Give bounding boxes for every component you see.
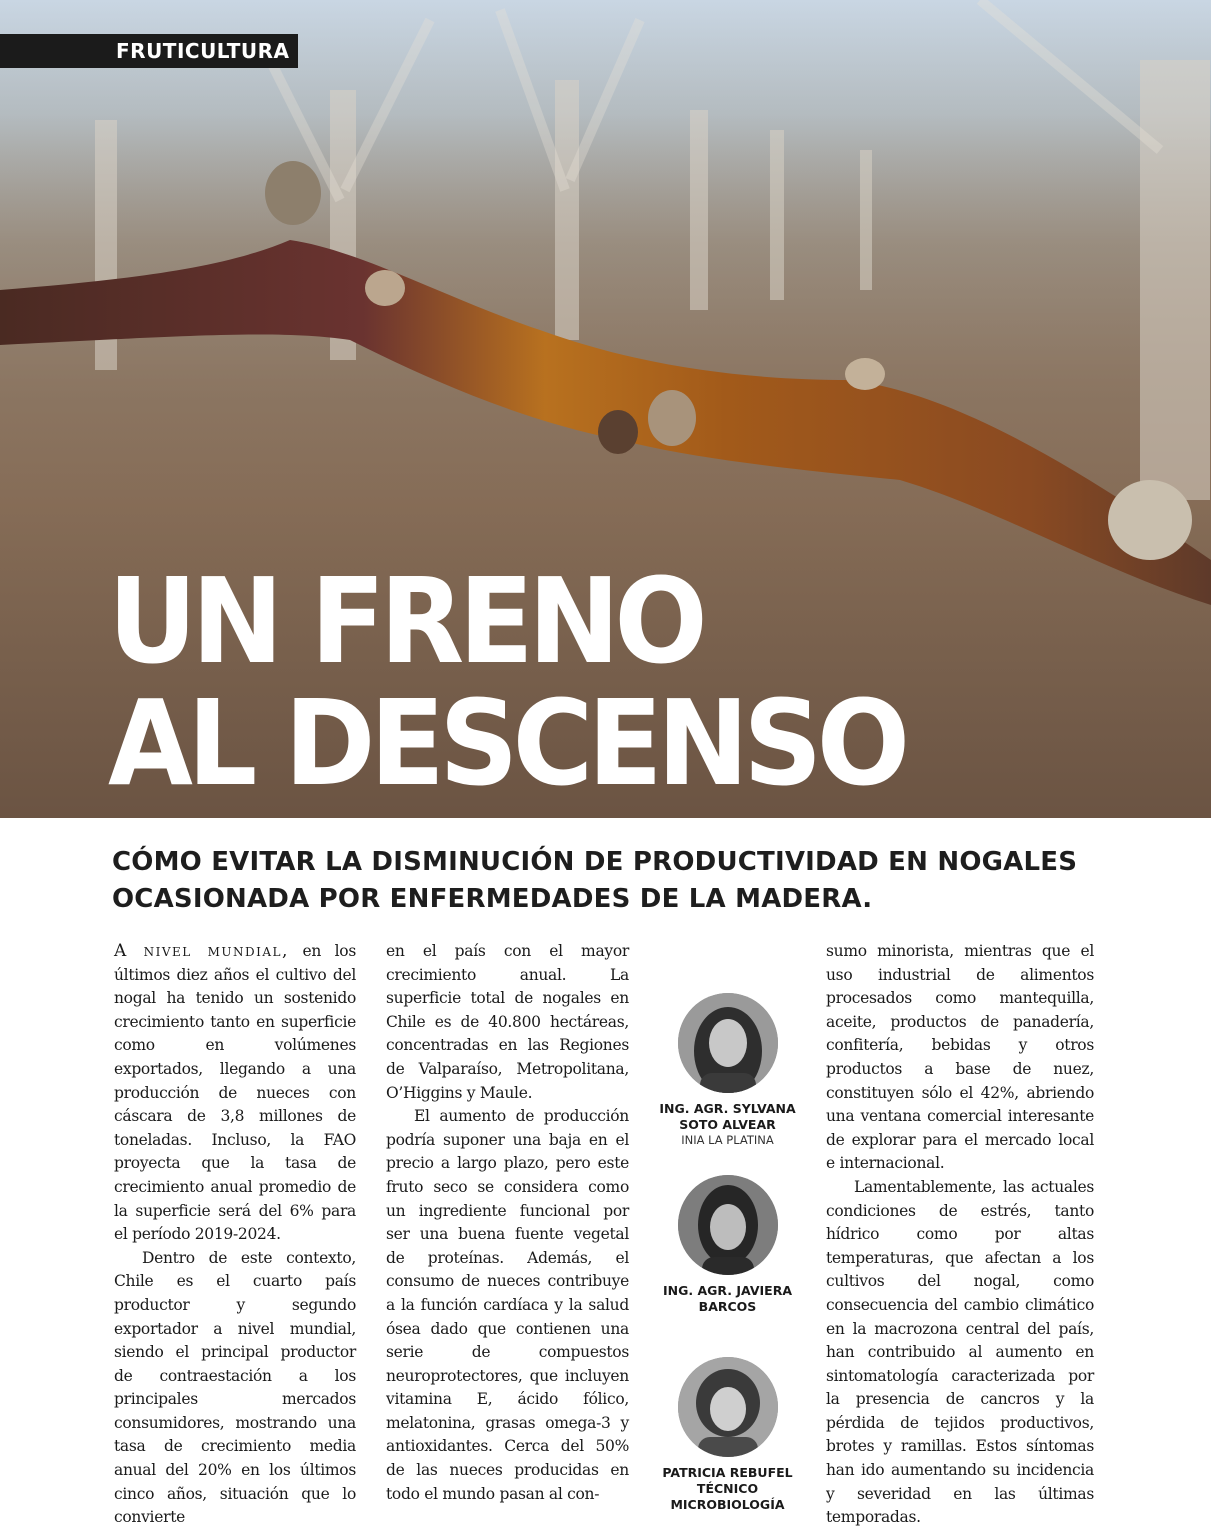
author-photo: [678, 1357, 778, 1457]
author-card-3: [655, 1357, 800, 1513]
author-name-line: ING. AGR. SYLVANA: [659, 1101, 796, 1116]
author-name-line: TÉCNICO: [696, 1481, 759, 1496]
author-name: [655, 1465, 800, 1513]
portrait-icon: [678, 1357, 778, 1457]
paragraph: en el país con el mayor crecimiento anual. La superficie total de nogales en Chile es de 40.800 hectáreas, concentradas en las Regiones de Valparaíso, Metropolitana, O’Higgins y Maule.: [386, 942, 629, 1102]
body-column-3: [826, 940, 1094, 1530]
author-photo: [678, 993, 778, 1093]
author-photo: [678, 1175, 778, 1275]
author-name-line: MICROBIOLOGÍA: [670, 1497, 785, 1512]
paragraph: Dentro de este contexto, Chile es el cuarto país productor y segundo exportador a nivel mundial, siendo el principal productor de contraestación a los principales mercados consumidores, mostrando una tasa de crecimiento media anual del 20% en los últimos cinco años, situación que lo convierte: [114, 1248, 356, 1527]
lead-in: A nivel mundial,: [114, 941, 289, 961]
paragraph: Lamentablemente, las actuales condiciones de estrés, tanto hídrico como por altas temperaturas, que afectan a los cultivos del nogal, como consecuencia del cambio climático en la macrozona central del país, han contribuido al aumento en sintomatología caracterizada por la presencia de cancros y la pérdida de tejidos productivos, brotes y ramillas. Estos síntomas han ido aumentando su incidencia y severidad en las últimas temporadas.: [826, 1177, 1094, 1527]
author-name: [655, 1101, 800, 1133]
author-name: [655, 1283, 800, 1315]
body-column-1: [114, 940, 356, 1530]
author-card-1: [655, 993, 800, 1148]
article-title: [108, 552, 905, 812]
author-name-line: PATRICIA REBUFEL: [662, 1465, 793, 1480]
author-affiliation: [655, 1133, 800, 1148]
paragraph: [114, 940, 356, 1247]
portrait-icon: [678, 993, 778, 1093]
paragraph-text: en los últimos diez años el cultivo del nogal ha tenido un sostenido crecimiento tanto en superficie como en volúmenes exportados, llegando a una producción de nueces con cáscara de 3,8 millones de toneladas. Incluso, la FAO proyecta que la tasa de crecimiento anual promedio de la superficie será del 6% para el período 2019-2024.: [114, 942, 356, 1244]
subtitle-line-2: OCASIONADA POR ENFERMEDADES DE LA MADERA.: [112, 884, 873, 914]
author-name-line: ING. AGR. JAVIERA: [662, 1283, 792, 1298]
title-line-1: UN FRENO: [108, 552, 703, 690]
author-name-line: SOTO ALVEAR: [679, 1117, 776, 1132]
author-card-2: [655, 1175, 800, 1315]
author-org-line: INIA LA PLATINA: [681, 1133, 774, 1147]
title-line-2: AL DESCENSO: [108, 674, 905, 812]
paragraph: sumo minorista, mientras que el uso industrial de alimentos procesados como mantequilla, aceite, productos de panadería, confitería, bebidas y otros productos a base de nuez, constituyen sólo el 42%, abriendo una ventana comercial interesante de explorar para el mercado local e internacional.: [826, 942, 1094, 1173]
portrait-icon: [678, 1175, 778, 1275]
author-name-line: BARCOS: [698, 1299, 757, 1314]
section-label: FRUTICULTURA: [0, 34, 298, 68]
paragraph: El aumento de producción podría suponer una baja en el precio a largo plazo, pero este fruto seco se considera como un ingrediente funcional por ser una buena fuente vegetal de proteínas. Además, el consumo de nueces contribuye a la función cardíaca y la salud ósea dado que contienen una serie de compuestos neuroprotectores, que incluyen vitamina E, ácido fólico, melatonina, grasas omega-3 y antioxidantes. Cerca del 50% de las nueces producidas en todo el mundo pasan al con-: [386, 1107, 629, 1503]
body-column-2: [386, 940, 629, 1506]
article-subtitle: [112, 844, 1152, 918]
subtitle-line-1: CÓMO EVITAR LA DISMINUCIÓN DE PRODUCTIVIDAD EN NOGALES: [112, 847, 1078, 877]
